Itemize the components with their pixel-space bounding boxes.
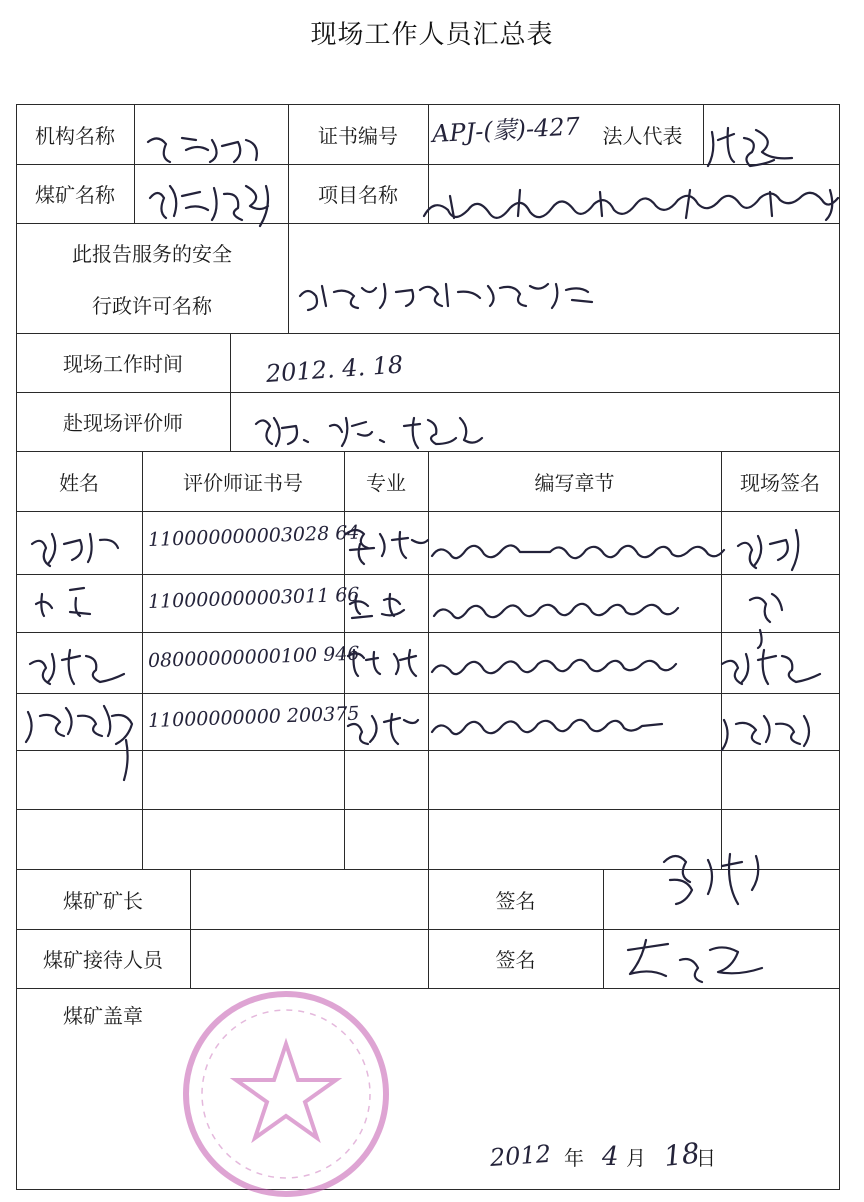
summary-table — [16, 104, 840, 1190]
page-title: 现场工作人员汇总表 — [310, 20, 554, 50]
mine-director-label: 煤矿矿长 — [63, 888, 143, 913]
table-row-cert: 110000000003011 66 — [147, 583, 360, 613]
col-header-name: 姓名 — [59, 470, 99, 495]
date-year: 2012 — [489, 1139, 552, 1172]
date-month: 4 — [602, 1142, 619, 1172]
col-header-sign: 现场签名 — [740, 470, 820, 495]
mine-name-label: 煤矿名称 — [35, 183, 115, 207]
work-time-value: 2012. 4. 18 — [265, 350, 405, 388]
official-seal — [178, 986, 394, 1202]
work-time-label: 现场工作时间 — [63, 352, 183, 376]
signature-label: 签名 — [495, 888, 536, 913]
date-month-char: 月 — [626, 1145, 646, 1170]
evaluators-label: 赴现场评价师 — [63, 411, 183, 435]
table-row-cert: 11000000000 200375 — [147, 702, 360, 732]
col-header-chapter: 编写章节 — [534, 470, 615, 495]
org-name-label: 机构名称 — [35, 123, 115, 148]
permit-label-line2: 行政许可名称 — [92, 293, 212, 318]
legal-rep-label: 法人代表 — [602, 123, 683, 148]
col-header-major: 专业 — [366, 470, 406, 495]
table-row-cert: 110000000003028 64 — [147, 521, 360, 551]
date-day-char: 日 — [696, 1145, 716, 1170]
table-row-cert: 08000000000100 946 — [147, 642, 360, 672]
signature-label: 签名 — [495, 948, 536, 972]
project-name-label: 项目名称 — [318, 183, 398, 207]
cert-no-label: 证书编号 — [318, 123, 398, 148]
col-header-cert: 评价师证书号 — [183, 470, 303, 495]
mine-reception-label: 煤矿接待人员 — [43, 948, 163, 972]
date-day: 18 — [662, 1136, 702, 1173]
cert-no-value: APJ-(蒙)-427 — [431, 112, 581, 148]
mine-seal-label: 煤矿盖章 — [63, 1003, 143, 1028]
date-year-char: 年 — [564, 1145, 584, 1170]
permit-label-line1: 此报告服务的安全 — [72, 241, 232, 266]
